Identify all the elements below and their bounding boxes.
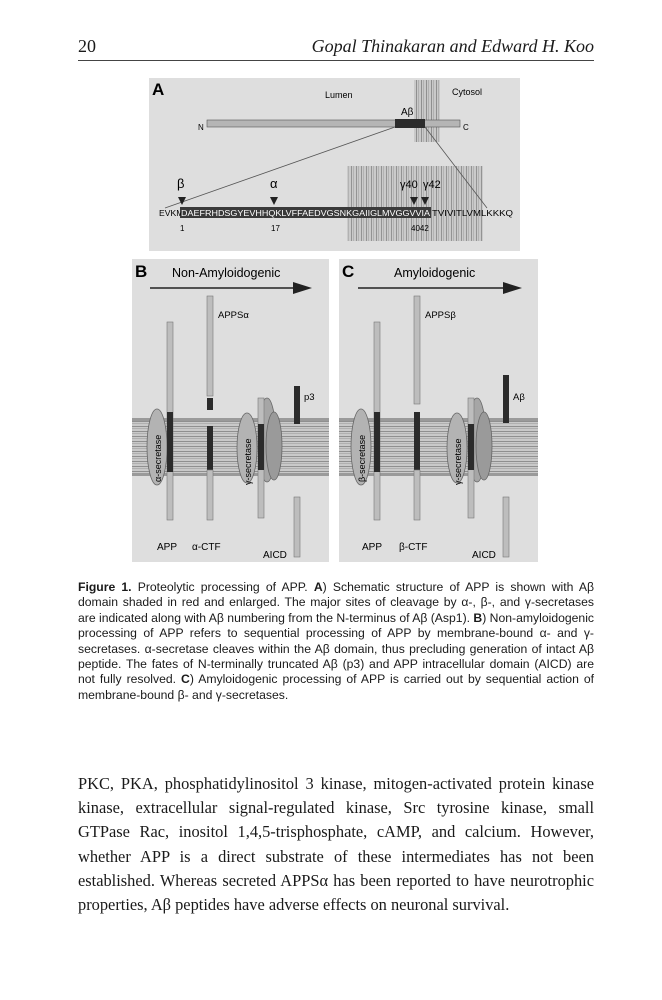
- beta-ctf-dark: [414, 412, 420, 472]
- body-paragraph: PKC, PKA, phosphatidylinositol 3 kinase, mitogen-activated protein kinase kinase, extracellular signal-regulated kinase, Src tyrosine kinase, small GTPase Rac, inositol 1,4,5-trisphosphate, cAMP, and calcium. However, whether APP is a direct substrate of these intermediates has not been established. Whereas secreted APPSα has been reported to have neurotrophic properties, Aβ peptides have adverse effects on neuronal survival.: [78, 774, 594, 915]
- appsalpha-label: APPSα: [218, 310, 249, 321]
- beta-ctf-bar: [414, 470, 420, 520]
- appsbeta-bar: [414, 296, 420, 404]
- panel-b-title: Non-Amyloidogenic: [172, 266, 281, 280]
- app-label-b: APP: [157, 542, 178, 553]
- app-abeta-b: [167, 412, 173, 472]
- gamma42-label: γ42: [423, 179, 441, 191]
- lumen-label: Lumen: [325, 90, 353, 100]
- caption-c-label: C: [181, 672, 190, 687]
- panel-a: [149, 78, 520, 251]
- panel-b-label: B: [135, 262, 148, 281]
- panel-b: [132, 259, 329, 562]
- alpha-site-label: α: [270, 176, 278, 191]
- page-number: 20: [78, 36, 96, 56]
- aicd-label-c: AICD: [472, 550, 496, 561]
- c-terminus-label: C: [463, 123, 469, 132]
- panel-c: [339, 259, 538, 562]
- cytosol-label: Cytosol: [452, 87, 483, 97]
- caption-text-b: ) Non-amyloidogenic processing of APP refers to sequential processing of APP by membrane-bound α- and γ-secretases. α-secretase cleaves within the Aβ domain, thus precluding generation of intact Aβ peptide. The fates of N-terminally truncated Aβ (p3) and APP intracellular domain (AICD) are not fully resolved.: [78, 610, 595, 687]
- n-terminus-label: N: [198, 123, 204, 132]
- running-header-authors: Gopal Thinakaran and Edward H. Koo: [311, 36, 594, 56]
- panel-c-title: Amyloidogenic: [394, 266, 476, 280]
- alpha-ctf-dark: [207, 426, 213, 470]
- p3-fragment: [294, 386, 300, 424]
- panel-c-label: C: [342, 262, 355, 281]
- figure-caption: [78, 580, 594, 703]
- abeta-fragment: [503, 375, 509, 423]
- caption-text-a: ) Schematic structure of APP is shown with Aβ domain shaded in red and enlarged. The major sites of cleavage by α-, β-, and γ-secretases are indicated along with Aβ numbering from the N-terminus of Aβ (Asp1).: [78, 580, 595, 625]
- gamma40-label: γ40: [400, 179, 418, 191]
- app-label-c: APP: [362, 542, 383, 553]
- caption-b-label: B: [473, 610, 483, 625]
- aicd-fragment-b: [294, 497, 300, 557]
- beta-secretase-label: β-secretase: [357, 434, 367, 482]
- alpha-secretase-label: α-secretase: [153, 434, 163, 482]
- membrane-top: [414, 80, 440, 142]
- residue-1: 1: [180, 224, 185, 233]
- sequence-prefix: EVKM: [159, 208, 184, 218]
- abeta-domain-bar: [395, 119, 425, 128]
- caption-text-c: ) Amyloidogenic processing of APP is carried out by sequential action of membrane-bound β- and γ-secretases.: [78, 672, 595, 702]
- beta-ctf-label: β-CTF: [399, 542, 428, 553]
- appsbeta-label: APPSβ: [425, 310, 456, 321]
- alpha-ctf-label: α-CTF: [192, 542, 221, 553]
- aicd-fragment-c: [503, 497, 509, 557]
- caption-label: Figure 1.: [78, 580, 132, 594]
- gamma-secretase-label-b: γ-secretase: [243, 438, 253, 485]
- abeta-label-c: Aβ: [513, 392, 525, 403]
- panel-a-label: A: [152, 80, 165, 99]
- caption-a-label: A: [313, 580, 323, 594]
- beta-site-label: β: [177, 176, 185, 191]
- residue-17: 17: [271, 224, 280, 233]
- gamma-secretase-label-c: γ-secretase: [453, 438, 463, 485]
- abeta-sequence: DAEFRHDSGYEVHHQKLVFFAEDVGSNKGAIIGLMVGGVVIA: [181, 208, 431, 218]
- residue-4042: 4042: [411, 224, 429, 233]
- caption-title: Proteolytic processing of APP.: [137, 580, 308, 594]
- app-abeta-c: [374, 412, 380, 472]
- abeta-label-a: Aβ: [401, 107, 414, 118]
- aicd-label-b: AICD: [263, 550, 287, 561]
- alpha-ctf-bar: [207, 470, 213, 520]
- sequence-suffix: TVIVITLVMLKKKQ: [432, 208, 514, 218]
- p3-label: p3: [304, 392, 315, 403]
- appsalpha-bar: [207, 296, 213, 396]
